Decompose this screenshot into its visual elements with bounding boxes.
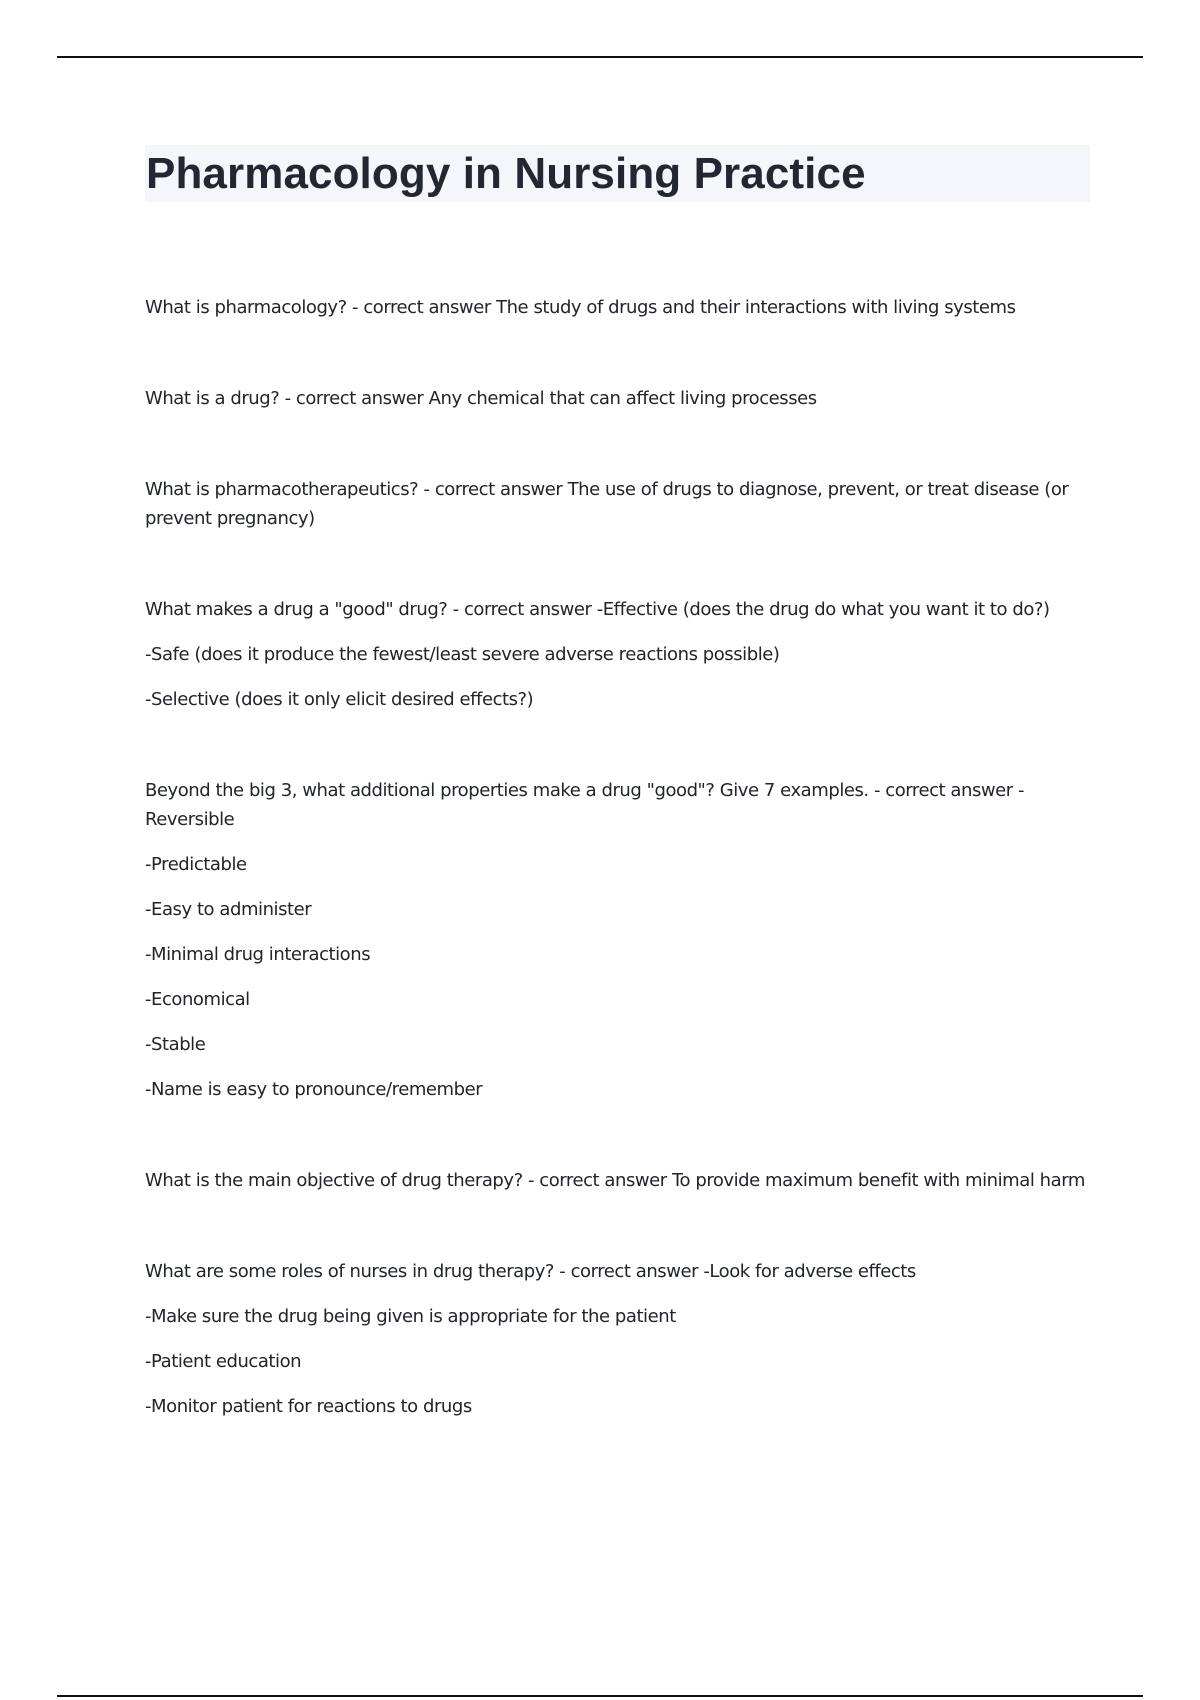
qa-item <box>145 475 1090 533</box>
qa-list <box>145 293 1090 1421</box>
qa-item <box>145 293 1090 322</box>
qa-line: -Name is easy to pronounce/remember <box>145 1079 483 1100</box>
qa-line: -Minimal drug interactions <box>145 944 371 965</box>
qa-item <box>145 595 1090 714</box>
qa-line: -Make sure the drug being given is appropriate for the patient <box>145 1306 676 1327</box>
qa-line: What makes a drug a "good" drug? - correct answer -Effective (does the drug do what you want it to do?) <box>145 599 1050 620</box>
qa-line: -Predictable <box>145 854 247 875</box>
qa-line: What is pharmacology? - correct answer The study of drugs and their interactions with living systems <box>145 297 1016 318</box>
document-body <box>145 145 1090 1483</box>
qa-line: -Easy to administer <box>145 899 312 920</box>
qa-line: What is the main objective of drug therapy? - correct answer To provide maximum benefit with minimal harm <box>145 1170 1085 1191</box>
qa-line: What is a drug? - correct answer Any chemical that can affect living processes <box>145 388 817 409</box>
qa-item <box>145 384 1090 413</box>
qa-item <box>145 776 1090 1104</box>
qa-line: -Selective (does it only elicit desired effects?) <box>145 689 534 710</box>
qa-line: -Patient education <box>145 1351 302 1372</box>
qa-line: What are some roles of nurses in drug therapy? - correct answer -Look for adverse effects <box>145 1261 916 1282</box>
qa-line: What is pharmacotherapeutics? - correct answer The use of drugs to diagnose, prevent, or treat disease (or prevent pregnancy) <box>145 479 1069 529</box>
qa-line: -Safe (does it produce the fewest/least severe adverse reactions possible) <box>145 644 780 665</box>
qa-line: -Monitor patient for reactions to drugs <box>145 1396 472 1417</box>
qa-item <box>145 1257 1090 1421</box>
qa-line: -Stable <box>145 1034 206 1055</box>
document-title: Pharmacology in Nursing Practice <box>146 148 866 198</box>
qa-item <box>145 1166 1090 1195</box>
qa-line: -Economical <box>145 989 250 1010</box>
top-rule <box>57 56 1143 58</box>
qa-line: Beyond the big 3, what additional properties make a drug "good"? Give 7 examples. - correct answer -Reversible <box>145 780 1025 830</box>
title-band <box>145 145 1090 202</box>
bottom-rule <box>57 1695 1143 1697</box>
